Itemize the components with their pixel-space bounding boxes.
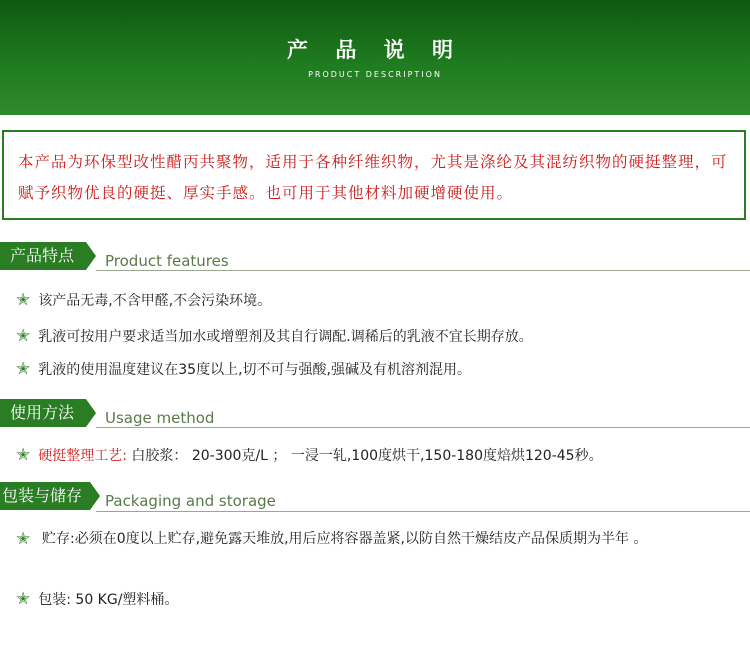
list-item	[16, 287, 271, 314]
header-banner	[0, 0, 750, 115]
list-item	[16, 526, 716, 552]
item-text: 乳液可按用户要求适当加水或增塑剂及其自行调配.调稀后的乳液不宜长期存放。	[38, 329, 533, 345]
section-tab-packaging: 包装与储存	[0, 482, 90, 510]
item-text: 贮存:必须在0度以上贮存,避免露天堆放,用后应将容器盖紧,以防自然干燥结皮产品保质期为半年 。	[42, 531, 648, 547]
list-item	[16, 356, 471, 383]
section-subtitle-usage: Usage method	[105, 409, 215, 427]
star-icon: ✭	[16, 445, 31, 465]
section-divider	[96, 270, 750, 271]
item-label: 硬挺整理工艺:	[38, 448, 127, 464]
section-tab-features: 产品特点	[0, 242, 86, 270]
star-icon: ✭	[16, 326, 31, 346]
item-text: 白胶浆： 20-300克/L ； 一浸一轧,100度烘干,150-180度焙烘120-45秒。	[131, 448, 603, 464]
list-item	[16, 323, 533, 350]
star-icon: ✭	[16, 359, 31, 379]
section-divider	[96, 427, 750, 428]
star-icon: ✭	[16, 529, 31, 549]
page-title: 产 品 说 明	[287, 38, 463, 62]
intro-text: 本产品为环保型改性醋丙共聚物，适用于各种纤维织物，尤其是涤纶及其混纺织物的硬挺整理，可赋予织物优良的硬挺、厚实手感。也可用于其他材料加硬增硬使用。	[18, 153, 728, 202]
intro-box	[2, 130, 746, 220]
item-text: 包装: 50 KG/塑料桶。	[38, 592, 179, 608]
item-text: 乳液的使用温度建议在35度以上,切不可与强酸,强碱及有机溶剂混用。	[38, 362, 471, 378]
section-tab-usage: 使用方法	[0, 399, 86, 427]
list-item	[16, 586, 178, 613]
page-subtitle: PRODUCT DESCRIPTION	[308, 70, 442, 79]
item-text: 该产品无毒,不含甲醛,不会污染环境。	[38, 293, 272, 309]
section-subtitle-features: Product features	[105, 252, 229, 270]
section-subtitle-packaging: Packaging and storage	[105, 492, 276, 510]
star-icon: ✭	[16, 589, 31, 609]
star-icon: ✭	[16, 290, 31, 310]
section-divider	[96, 511, 750, 512]
list-item	[16, 442, 603, 469]
